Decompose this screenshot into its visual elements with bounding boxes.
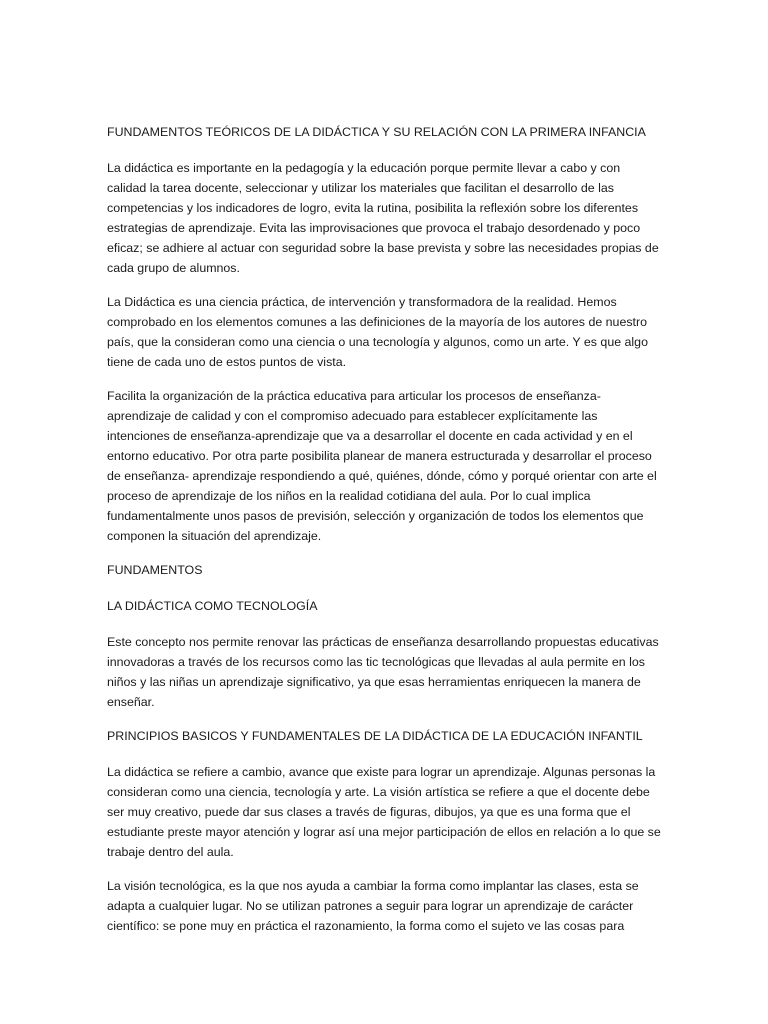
paragraph-organization: Facilita la organización de la práctica educativa para articular los procesos de enseñanza-aprendizaje de calidad y con el compromiso adecuado para establecer explícitamente las intenciones de enseñanza-aprendizaje que va a desarrollar el docente en cada actividad y en el entorno educativo. Por otra parte posibilita planear de manera estructurada y desarrollar el proceso de enseñanza- aprendizaje respondiendo a qué, quiénes, dónde, cómo y porqué orientar con arte el proceso de aprendizaje de los niños en la realidad cotidiana del aula. Por lo cual implica fundamentalmente unos pasos de previsión, selección y organización de todos los elementos que componen la situación del aprendizaje. — [107, 389, 657, 543]
paragraph-change: La didáctica se refiere a cambio, avance que existe para lograr un aprendizaje. Algunas personas la consideran como una ciencia, tecnología y arte. La visión artística se refiere a que el docente debe ser muy creativo, puede dar sus clases a través de figuras, dibujos, ya que es una forma que el estudiante preste mayor atención y lograr así una mejor participación de ellos en relación a lo que se trabaje dentro del aula. — [107, 765, 661, 859]
document-page — [107, 122, 662, 950]
document-title: FUNDAMENTOS TEÓRICOS DE LA DIDÁCTICA Y SU RELACIÓN CON LA PRIMERA INFANCIA — [107, 125, 646, 139]
paragraph-practical-science: La Didáctica es una ciencia práctica, de intervención y transformadora de la realidad. Hemos comprobado en los elementos comunes a las definiciones de la mayoría de los autores de nuestro país, que la consideran como una ciencia o una tecnología y algunos, como un arte. Y es que algo tiene de cada uno de estos puntos de vista. — [107, 295, 648, 369]
section-heading-tecnologia: LA DIDÁCTICA COMO TECNOLOGÍA — [107, 599, 318, 613]
section-heading-principios: PRINCIPIOS BASICOS Y FUNDAMENTALES DE LA DIDÁCTICA DE LA EDUCACIÓN INFANTIL — [107, 729, 643, 743]
section-heading-fundamentos: FUNDAMENTOS — [107, 563, 203, 577]
paragraph-technology: Este concepto nos permite renovar las prácticas de enseñanza desarrollando propuestas educativas innovadoras a través de los recursos como las tic tecnológicas que llevadas al aula permite en los niños y las niñas un aprendizaje significativo, ya que esas herramientas enriquecen la manera de enseñar. — [107, 635, 659, 709]
paragraph-importance: La didáctica es importante en la pedagogía y la educación porque permite llevar a cabo y con calidad la tarea docente, seleccionar y utilizar los materiales que facilitan el desarrollo de las competencias y los indicadores de logro, evita la rutina, posibilita la reflexión sobre los diferentes estrategias de aprendizaje. Evita las improvisaciones que provoca el trabajo desordenado y poco eficaz; se adhiere al actuar con seguridad sobre la base prevista y sobre las necesidades propias de cada grupo de alumnos. — [107, 161, 659, 275]
paragraph-technological-vision: La visión tecnológica, es la que nos ayuda a cambiar la forma como implantar las clases, esta se adapta a cualquier lugar. No se utilizan patrones a seguir para lograr un aprendizaje de carácter científico: se pone muy en práctica el razonamiento, la forma como el sujeto ve las cosas para — [107, 879, 639, 933]
